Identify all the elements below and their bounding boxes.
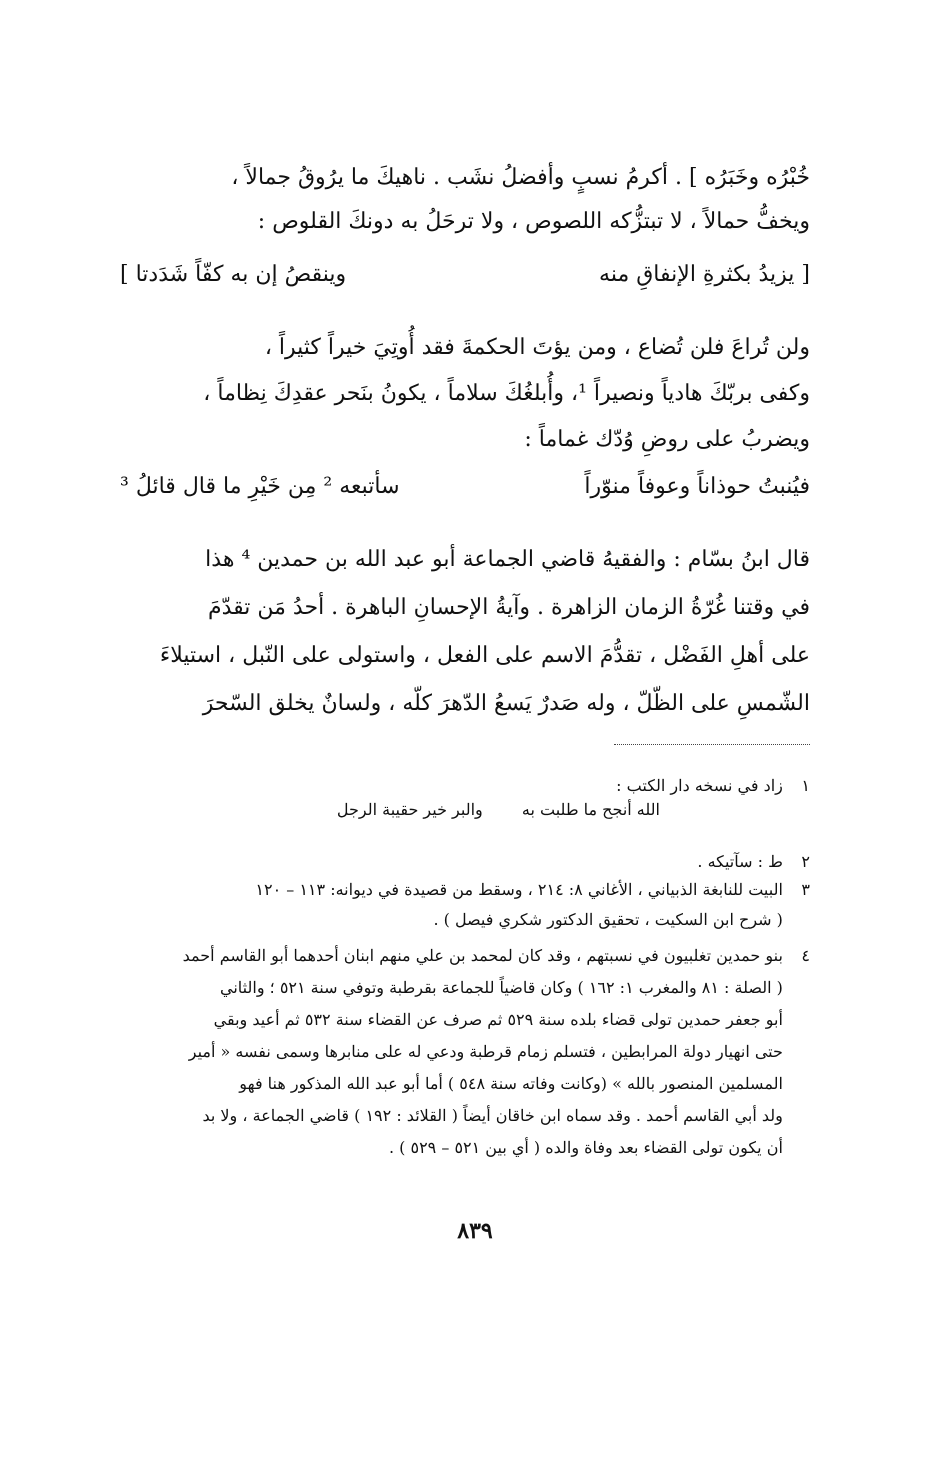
footnote-4-continued: [120, 1134, 810, 1162]
text-line: خُبْرُه وخَبَرُه ] . أكرمُ نسبٍ وأفضلُ نشَب . ناهيكَ ما يرُوقُ جمالاً ،: [231, 165, 810, 190]
footnote-text: ط : سآتيكه .: [697, 852, 783, 871]
footnote-text: المسلمين المنصور بالله » (وكانت وفاته سنة ٥٤٨ ) أما أبو عبد الله المذكور هنا فهو: [239, 1074, 783, 1093]
footnote-number: ٢: [801, 852, 810, 871]
footnote-text: أن يكون تولى القضاء بعد وفاة والده ( أي بين ٥٢١ – ٥٢٩ ) .: [388, 1138, 783, 1157]
footnote-4-continued: [120, 1102, 810, 1130]
footnote-text: أبو جعفر حمدين تولى قضاء بلده سنة ٥٢٩ ثم صرف عن القضاء سنة ٥٣٢ ثم أعيد وبقي: [213, 1010, 783, 1029]
footnote-3: [120, 876, 810, 904]
verse-second-hemistich: سأتبعه ² مِن خَيْرِ ما قال قائلُ ³: [120, 474, 400, 499]
footnote-2: [120, 848, 810, 876]
verse-second-hemistich: وينقصُ إن به كفّاً شَدَدتا ]: [120, 262, 347, 287]
footnote-text: حتى انهيار دولة المرابطين ، فتسلم زمام قرطبة ودعي له على منابرها وسمى نفسه « أمير: [188, 1042, 783, 1061]
text-line: الشّمسِ على الظّلّ ، وله صَدرٌ يَسعُ الدّهرَ كلّه ، ولسانٌ يخلق السّحرَ: [202, 691, 810, 716]
verse-first-hemistich: فيُنبتُ حوذاناً وعوفاً منوّراً: [584, 474, 810, 499]
footnote-text: البيت للنابغة الذبياني ، الأغاني ٨: ٢١٤ ، وسقط من قصيدة في ديوانه: ١١٣ – ١٢٠: [255, 880, 783, 899]
footnote-4-continued: [120, 1006, 810, 1034]
footnote-text: زاد في نسخه دار الكتب :: [616, 776, 783, 795]
page-number: ٨٣٩: [457, 1218, 493, 1244]
footnote-4-continued: [120, 1070, 810, 1098]
text-line: ولن تُراعَ فلن تُضاع ، ومن يؤتَ الحكمةَ فقد أُوتِيَ خيراً كثيراً ،: [264, 335, 810, 360]
footnote-text: بنو حمدين تغلبيون في نسبتهم ، وقد كان لمحمد بن علي منهم ابنان أحدهما أبو القاسم أحمد: [182, 946, 783, 965]
footnote-4: [120, 942, 810, 970]
text-line: ويضربُ على روضِ وُدّك غماماً :: [524, 427, 810, 452]
verse-line: [120, 474, 810, 499]
text-line: على أهلِ الفَضْل ، تقدُّمَ الاسم على الفعل ، واستولى على النّبل ، استيلاءَ: [159, 643, 810, 668]
footnote-number: ٣: [801, 880, 810, 899]
text-line: قال ابنُ بسّام : والفقيهُ قاضي الجماعة أبو عبد الله بن حمدين ⁴ هذا: [205, 547, 810, 572]
verse-second-hemistich: والبر خير حقيبة الرجل: [336, 800, 483, 819]
footnote-text: ( الصلة : ٨١ والمغرب ١: ١٦٢ ) وكان قاضياً للجماعة بقرطبة وتوفي سنة ٥٢١ ؛ والثاني: [220, 978, 783, 997]
text-line: وكفى بربّكَ هادياً ونصيراً ¹، وأُبلغُكَ سلاماً ، يكونُ بنَحر عقدِكَ نِظاماً ،: [203, 381, 810, 406]
footnote-1: [120, 772, 810, 800]
footnote-4-continued: [120, 1038, 810, 1066]
footnote-verse: [303, 800, 660, 819]
verse-first-hemistich: الله أنجح ما طلبت به: [521, 800, 660, 819]
footnote-number: ٤: [801, 946, 810, 965]
footnote-text: ولد أبي القاسم أحمد . وقد سماه ابن خاقان أيضاً ( القلائد : ١٩٢ ) قاضي الجماعة ، ولا بد: [202, 1106, 783, 1125]
footnote-number: ١: [801, 776, 810, 795]
footnote-3-continued: [120, 906, 810, 934]
footnote-text: ( شرح ابن السكيت ، تحقيق الدكتور شكري فيصل ) .: [433, 910, 783, 929]
verse-line: [120, 262, 810, 287]
text-line: ويخفُّ حمالاً ، لا تبتزُّكه اللصوص ، ولا ترحَلُ به دونكَ القلوص :: [257, 209, 810, 234]
text-line: في وقتنا غُرّةُ الزمان الزاهرة . وآيةُ الإحسانِ الباهرة . أحدُ مَن تقدّمَ: [207, 595, 810, 620]
footnote-4-continued: [120, 974, 810, 1002]
verse-first-hemistich: [ يزيدُ بكثرةِ الإنفاقِ منه: [599, 262, 810, 287]
footnote-separator: [614, 744, 810, 745]
